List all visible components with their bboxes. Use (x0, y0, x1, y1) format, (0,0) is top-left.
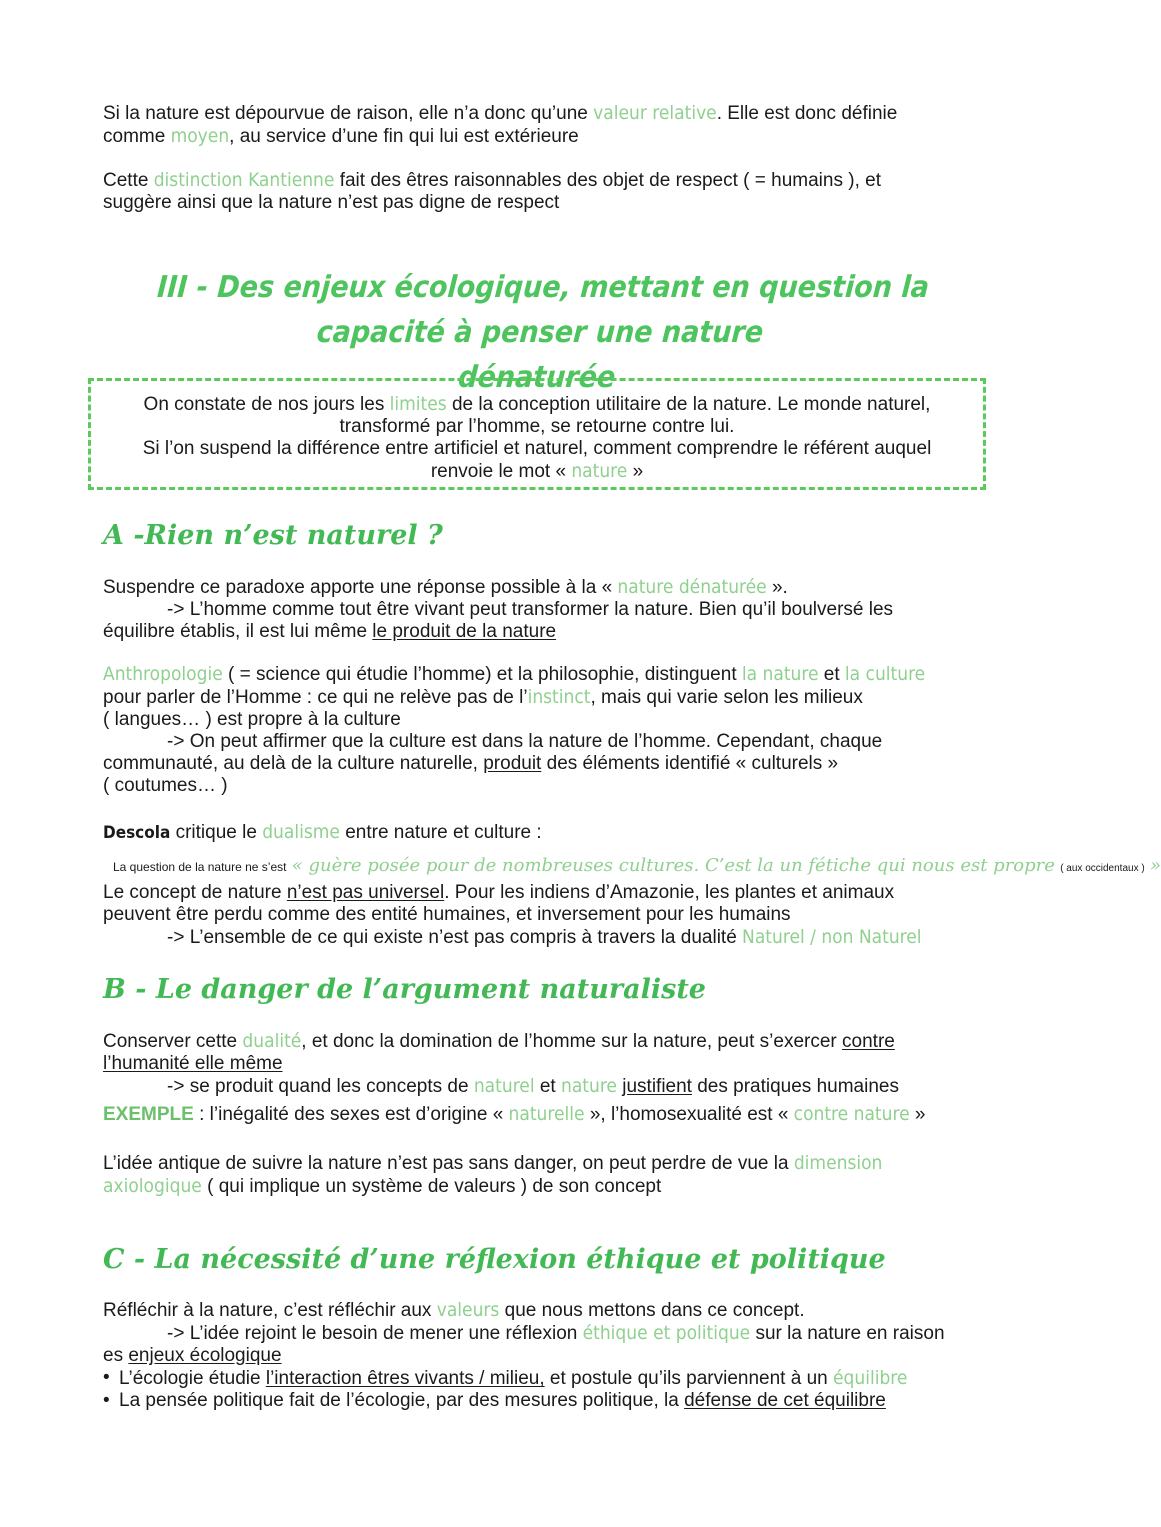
section-b-heading: B - Le danger de l’argument naturaliste (103, 974, 706, 1005)
section-3-title: III - Des enjeux écologique, mettant en question la capacité à penser une nature dénaturée (156, 270, 931, 395)
intro-paragraph-2: Cette distinction Kantienne fait des êtres raisonnables des objet de respect ( = humains ), et suggère ainsi que la nature n’est pas digne de respect (103, 169, 881, 213)
intro-paragraph-1: Si la nature est dépourvue de raison, elle n’a donc qu’une valeur relative. Elle est donc définie comme moyen, au service d’une fin qui lui est extérieure (103, 102, 898, 147)
example-label: EXEMPLE (103, 1104, 194, 1125)
section-a-anthropology: Anthropologie ( = science qui étudie l’homme) et la philosophie, distinguent la nature et la culture pour parler de l’Homme : ce qui ne relève pas de l’instinct, mais qui varie selon les milieux ( langues… ) est propre à la culture -> On peut affirmer que la culture est dans la nature de l’homme. Cependant, chaque communauté, au delà de la culture naturelle, produit des éléments identifié « culturels » ( coutumes… ) (103, 663, 926, 796)
descola-quote: La question de la nature ne s’est « guère posée pour de nombreuses cultures. C’est la un fétiche qui nous est propre ( aux occidentaux ) » (113, 855, 1161, 876)
section-c-body: Réfléchir à la nature, c’est réfléchir aux valeurs que nous mettons dans ce concept. -> L’idée rejoint le besoin de mener une réflexion éthique et politique sur la nature en raison es enjeux écologique • L’écologie étudie l’interaction êtres vivants / milieu, et postule qu’ils parviennent à un équilibre • La pensée politique fait de l’écologie, par des mesures politique, la défense de cet équilibre (103, 1299, 983, 1412)
section-a-descola: Descola critique le dualisme entre nature et culture : (103, 821, 542, 843)
section-a-body: Suspendre ce paradoxe apporte une réponse possible à la « nature dénaturée ». -> L’homme comme tout être vivant peut transformer la nature. Bien qu’il boulversé les équilibre établis, il est lui même le produit de la nature (103, 576, 894, 642)
section-b-body: Conserver cette dualité, et donc la domination de l’homme sur la nature, peut s’exercer contre l’humanité elle même -> se produit quand les concepts de naturel et nature justifient des pratiques humaines EXEMPLE : l’inégalité des sexes est d’origine « naturelle », l’homosexualité est « contre nature » (103, 1030, 926, 1125)
section-b-antique: L’idée antique de suivre la nature n’est pas sans danger, on peut perdre de vue la dimension axiologique ( qui implique un système de valeurs ) de son concept (103, 1152, 883, 1197)
problem-box: On constate de nos jours les limites de la conception utilitaire de la nature. Le monde naturel, transformé par l’homme, se retourne contre lui. Si l’on suspend la différence entre artificiel et naturel, comment comprendre le référent auquel renvoie le mot « nature » (88, 378, 986, 490)
section-c-heading: C - La nécessité d’une réflexion éthique et politique (103, 1244, 886, 1275)
list-item: • L’écologie étudie l’interaction êtres vivants / milieu, et postule qu’ils parviennent à un équilibre (103, 1367, 983, 1390)
section-a-concept: Le concept de nature n’est pas universel. Pour les indiens d’Amazonie, les plantes et animaux peuvent être perdu comme des entité humaines, et inversement pour les humains -> L’ensemble de ce qui existe n’est pas compris à travers la dualité Naturel / non Naturel (103, 882, 922, 948)
section-a-heading: A -Rien n’est naturel ? (103, 520, 443, 551)
list-item: • La pensée politique fait de l’écologie, par des mesures politique, la défense de cet équilibre (103, 1390, 983, 1412)
